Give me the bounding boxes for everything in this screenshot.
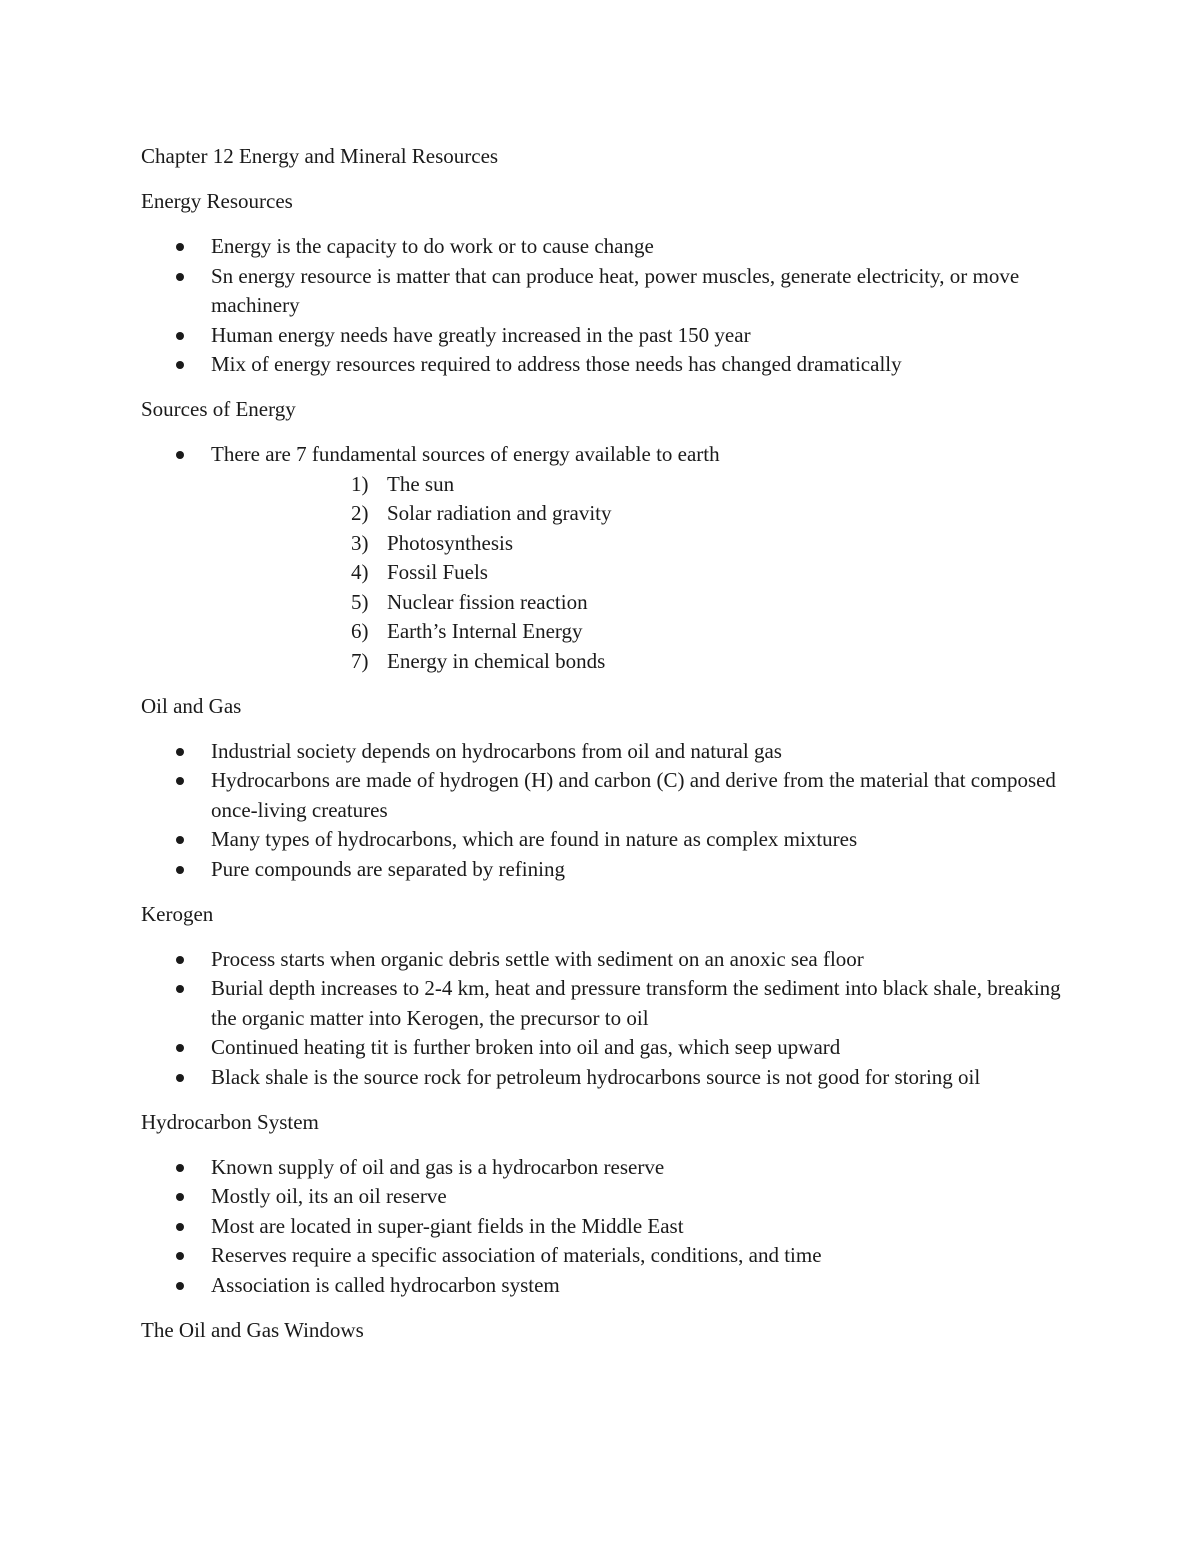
bullet-item: Energy is the capacity to do work or to cause change	[141, 232, 1081, 262]
bullet-list-kerogen	[141, 945, 1081, 1093]
item-number: 3)	[351, 530, 369, 555]
bullet-list-hydrocarbon-system	[141, 1153, 1081, 1301]
numbered-item	[211, 558, 1081, 588]
item-text: Photosynthesis	[387, 530, 514, 555]
bullet-item: Sn energy resource is matter that can produce heat, power muscles, generate electricity, or move machinery	[141, 262, 1081, 321]
numbered-item	[211, 529, 1081, 559]
bullet-item: Mostly oil, its an oil reserve	[141, 1182, 1081, 1212]
section-heading-sources-of-energy: Sources of Energy	[141, 397, 296, 421]
bullet-item: Mix of energy resources required to address those needs has changed dramatically	[141, 350, 1081, 380]
bullet-item: Hydrocarbons are made of hydrogen (H) and carbon (C) and derive from the material that composed once-living creatures	[141, 766, 1081, 825]
bullet-item: Association is called hydrocarbon system	[141, 1271, 1081, 1301]
numbered-item	[211, 617, 1081, 647]
numbered-item	[211, 588, 1081, 618]
bullet-list-oil-and-gas	[141, 737, 1081, 885]
item-number: 2)	[351, 501, 369, 525]
item-number: 4)	[351, 560, 369, 584]
item-number: 7)	[351, 648, 369, 673]
bullet-item: Black shale is the source rock for petroleum hydrocarbons source is not good for storing oil	[141, 1063, 1081, 1093]
item-number: 6)	[351, 619, 369, 643]
bullet-item-text: There are 7 fundamental sources of energy available to earth	[211, 442, 720, 466]
section-heading-oil-and-gas: Oil and Gas	[141, 693, 242, 718]
item-number: 5)	[351, 589, 369, 614]
bullet-item: Process starts when organic debris settle with sediment on an anoxic sea floor	[141, 945, 1081, 975]
item-text: The sun	[387, 471, 455, 496]
section-heading-hydrocarbon-system: Hydrocarbon System	[141, 1109, 319, 1134]
bullet-item: Pure compounds are separated by refining	[141, 855, 1081, 885]
section-heading-oil-and-gas-windows: The Oil and Gas Windows	[141, 1317, 364, 1342]
item-text: Nuclear fission reaction	[387, 589, 588, 614]
bullet-item: Known supply of oil and gas is a hydrocarbon reserve	[141, 1153, 1081, 1183]
section-heading-kerogen: Kerogen	[141, 901, 214, 926]
section-heading-energy-resources: Energy Resources	[141, 189, 293, 213]
document-title: Chapter 12 Energy and Mineral Resources	[141, 144, 499, 168]
numbered-item	[211, 647, 1081, 677]
bullet-list-energy-resources	[141, 232, 1081, 380]
bullet-item: Many types of hydrocarbons, which are found in nature as complex mixtures	[141, 825, 1081, 855]
bullet-list-sources-of-energy	[141, 440, 1081, 676]
bullet-item: Continued heating tit is further broken into oil and gas, which seep upward	[141, 1033, 1081, 1063]
numbered-item	[211, 499, 1081, 529]
bullet-item: Burial depth increases to 2-4 km, heat and pressure transform the sediment into black shale, breaking the organic matter into Kerogen, the precursor to oil	[141, 974, 1081, 1033]
item-text: Energy in chemical bonds	[387, 648, 606, 673]
bullet-item: Human energy needs have greatly increased in the past 150 year	[141, 321, 1081, 351]
numbered-item	[211, 470, 1081, 500]
bullet-item: Industrial society depends on hydrocarbons from oil and natural gas	[141, 737, 1081, 767]
document-body	[141, 142, 1081, 1361]
item-text: Solar radiation and gravity	[387, 501, 612, 525]
bullet-item: Reserves require a specific association of materials, conditions, and time	[141, 1241, 1081, 1271]
item-text: Earth’s Internal Energy	[387, 619, 583, 643]
item-number: 1)	[351, 471, 369, 496]
numbered-list-energy-sources	[211, 470, 1081, 677]
item-text: Fossil Fuels	[387, 560, 488, 584]
bullet-item: Most are located in super-giant fields in the Middle East	[141, 1212, 1081, 1242]
bullet-item	[141, 440, 1081, 676]
